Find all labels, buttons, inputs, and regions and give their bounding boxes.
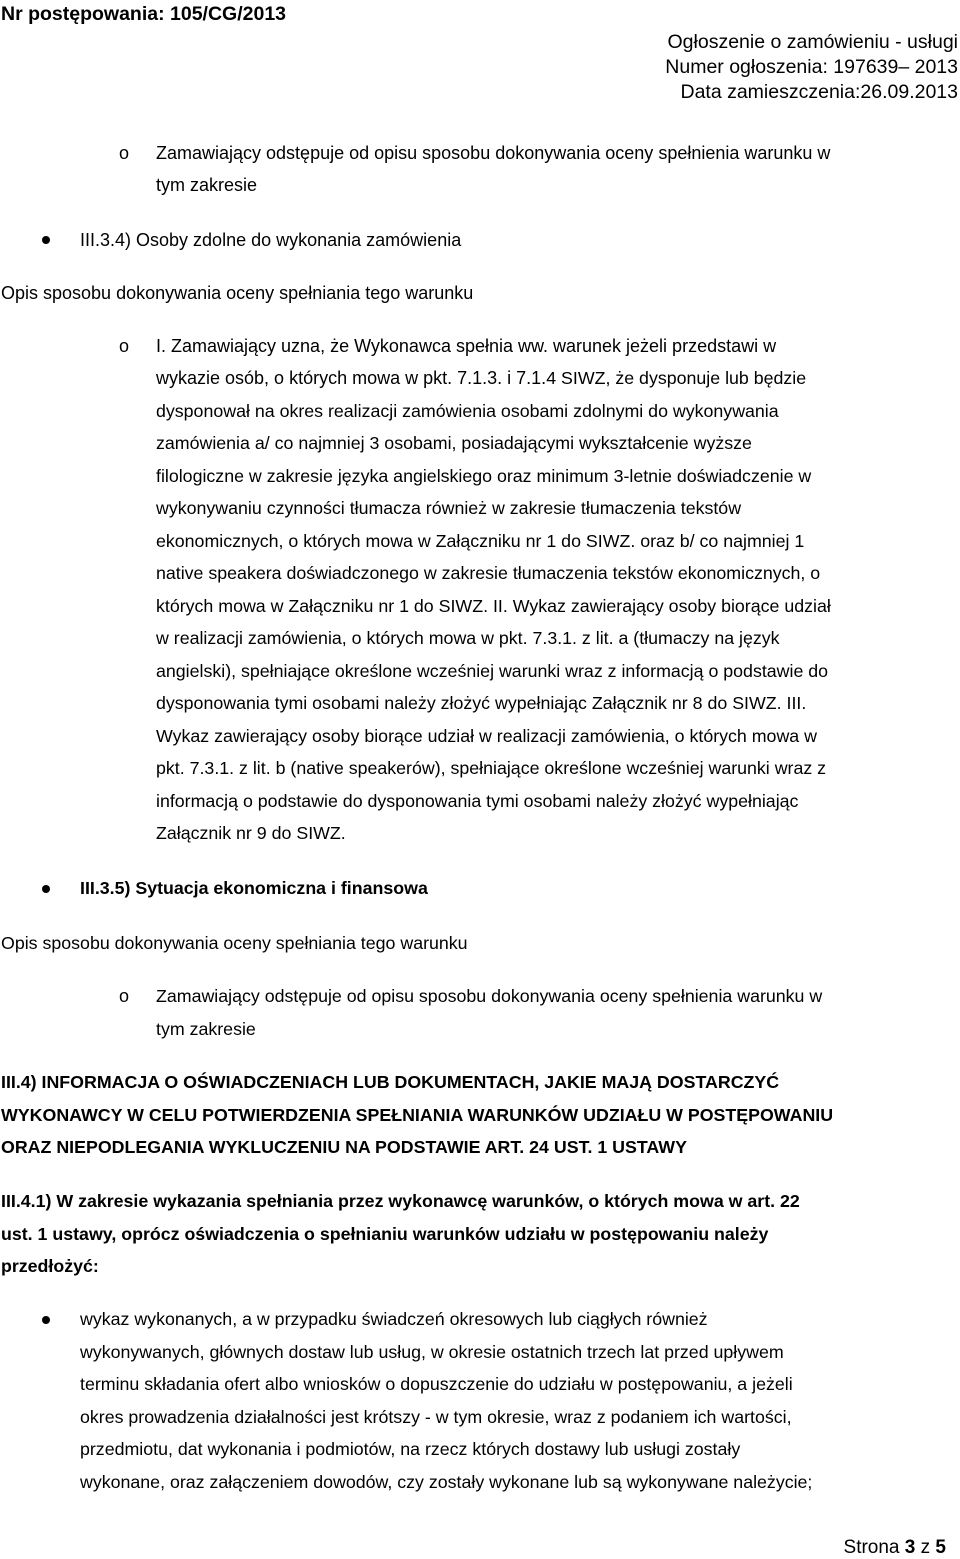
- paragraph-line: dysponował na okres realizacji zamówienia osobami zdolnymi do wykonywania: [156, 400, 779, 421]
- page-number: Strona 3 z 5: [843, 1537, 946, 1558]
- list-marker-o: o: [119, 143, 130, 163]
- waiver-paragraph-2: [156, 980, 822, 1045]
- paragraph-line: informacją o podstawie do dysponowania tymi osobami należy złożyć wypełniając: [156, 790, 799, 811]
- section-heading-personnel: III.3.4) Osoby zdolne do wykonania zamówienia: [80, 230, 462, 250]
- paragraph-line: I. Zamawiający uzna, że Wykonawca spełnia ww. warunek jeżeli przedstawi w: [156, 336, 777, 356]
- list-marker-o: o: [119, 336, 130, 356]
- paragraph-line: ekonomicznych, o których mowa w Załączniku nr 1 do SIWZ. oraz b/ co najmniej 1: [156, 530, 805, 551]
- paragraph-line: przedmiotu, dat wykonania i podmiotów, na rzecz których dostawy lub usługi zostały: [80, 1439, 741, 1459]
- paragraph-line: wykonane, oraz załączeniem dowodów, czy zostały wykonane lub są wykonywane należycie;: [80, 1471, 813, 1492]
- heading-line: III.4.1) W zakresie wykazania spełniania przez wykonawcę warunków, o których mowa w art. 22: [1, 1191, 800, 1211]
- bullet-dot: [42, 236, 50, 244]
- assessment-subheading: Opis sposobu dokonywania oceny spełniania tego warunku: [1, 933, 468, 953]
- subsection-heading-conditions: [1, 1185, 800, 1283]
- heading-line: przedłożyć:: [1, 1256, 99, 1276]
- paragraph-line: tym zakresie: [156, 175, 258, 195]
- paragraph-line: filologiczne w zakresie języka angielskiego oraz minimum 3-letnie doświadczenie w: [156, 465, 812, 486]
- heading-line: ORAZ NIEPODLEGANIA WYKLUCZENIU NA PODSTAWIE ART. 24 UST. 1 USTAWY: [1, 1137, 687, 1157]
- notice-info: [665, 30, 958, 105]
- publication-date: Data zamieszczenia:26.09.2013: [680, 81, 958, 103]
- procedure-number: Nr postępowania: 105/CG/2013: [1, 3, 287, 25]
- heading-line: ust. 1 ustawy, oprócz oświadczenia o spełnianiu warunków udziału w postępowaniu należy: [1, 1223, 769, 1244]
- heading-line: WYKONAWCY W CELU POTWIERDZENIA SPEŁNIANIA WARUNKÓW UDZIAŁU W POSTĘPOWANIU: [1, 1104, 834, 1125]
- list-marker-o: o: [119, 986, 130, 1006]
- assessment-subheading: Opis sposobu dokonywania oceny spełniania tego warunku: [1, 283, 474, 303]
- paragraph-line: zamówienia a/ co najmniej 3 osobami, posiadającymi wykształcenie wyższe: [156, 433, 752, 453]
- paragraph-line: wykonywanych, głównych dostaw lub usług, w okresie ostatnich trzech lat przed upływem: [80, 1341, 784, 1362]
- bullet-dot: [42, 1316, 50, 1324]
- paragraph-line: Zamawiający odstępuje od opisu sposobu dokonywania oceny spełnienia warunku w: [156, 986, 823, 1006]
- section-heading-financial: III.3.5) Sytuacja ekonomiczna i finansowa: [80, 878, 428, 898]
- paragraph-line: native speakera doświadczonego w zakresie tłumaczenia tekstów ekonomicznych, o: [156, 563, 821, 583]
- paragraph-line: dysponowania tymi osobami należy złożyć wypełniając Załącznik nr 8 do SIWZ. III.: [156, 693, 807, 713]
- notice-type: Ogłoszenie o zamówieniu - usługi: [667, 31, 958, 53]
- paragraph-line: wykazie osób, o których mowa w pkt. 7.1.3. i 7.1.4 SIWZ, że dysponuje lub będzie: [156, 368, 807, 388]
- paragraph-line: wykonywaniu czynności tłumacza również w zakresie tłumaczenia tekstów: [156, 498, 742, 518]
- paragraph-body: [156, 395, 831, 850]
- paragraph-line: których mowa w Załączniku nr 1 do SIWZ. II. Wykaz zawierający osoby biorące udział: [156, 595, 831, 616]
- heading-line: III.4) INFORMACJA O OŚWIADCZENIACH LUB DOKUMENTACH, JAKIE MAJĄ DOSTARCZYĆ: [1, 1072, 780, 1092]
- paragraph-line: okres prowadzenia działalności jest krótszy - w tym okresie, wraz z podaniem ich wartości,: [80, 1406, 792, 1427]
- paragraph-line: pkt. 7.3.1. z lit. b (native speakerów), spełniające określone wcześniej warunki wraz z: [156, 758, 827, 778]
- paragraph-line: Wykaz zawierający osoby biorące udział w realizacji zamówienia, o których mowa w: [156, 725, 817, 746]
- waiver-paragraph-1: [156, 137, 830, 201]
- bullet-dot: [42, 885, 50, 893]
- work-list-requirement: [80, 1303, 812, 1498]
- section-heading-documents: [1, 1066, 833, 1164]
- paragraph-line: w realizacji zamówienia, o których mowa w pkt. 7.3.1. z lit. a (tłumaczy na język: [156, 628, 780, 648]
- notice-number: Numer ogłoszenia: 197639– 2013: [665, 56, 958, 78]
- paragraph-line: angielski), spełniające określone wcześniej warunki wraz z informacją o podstawie do: [156, 660, 829, 681]
- paragraph-line: terminu składania ofert albo wniosków o dopuszczenie do udziału w postępowaniu, a jeżeli: [80, 1374, 793, 1394]
- paragraph-line: Załącznik nr 9 do SIWZ.: [156, 823, 346, 843]
- paragraph-line: Zamawiający odstępuje od opisu sposobu dokonywania oceny spełnienia warunku w: [156, 143, 831, 163]
- personnel-requirements: [156, 330, 831, 850]
- paragraph-line: tym zakresie: [156, 1018, 256, 1039]
- paragraph-line: wykaz wykonanych, a w przypadku świadczeń okresowych lub ciągłych również: [80, 1309, 708, 1329]
